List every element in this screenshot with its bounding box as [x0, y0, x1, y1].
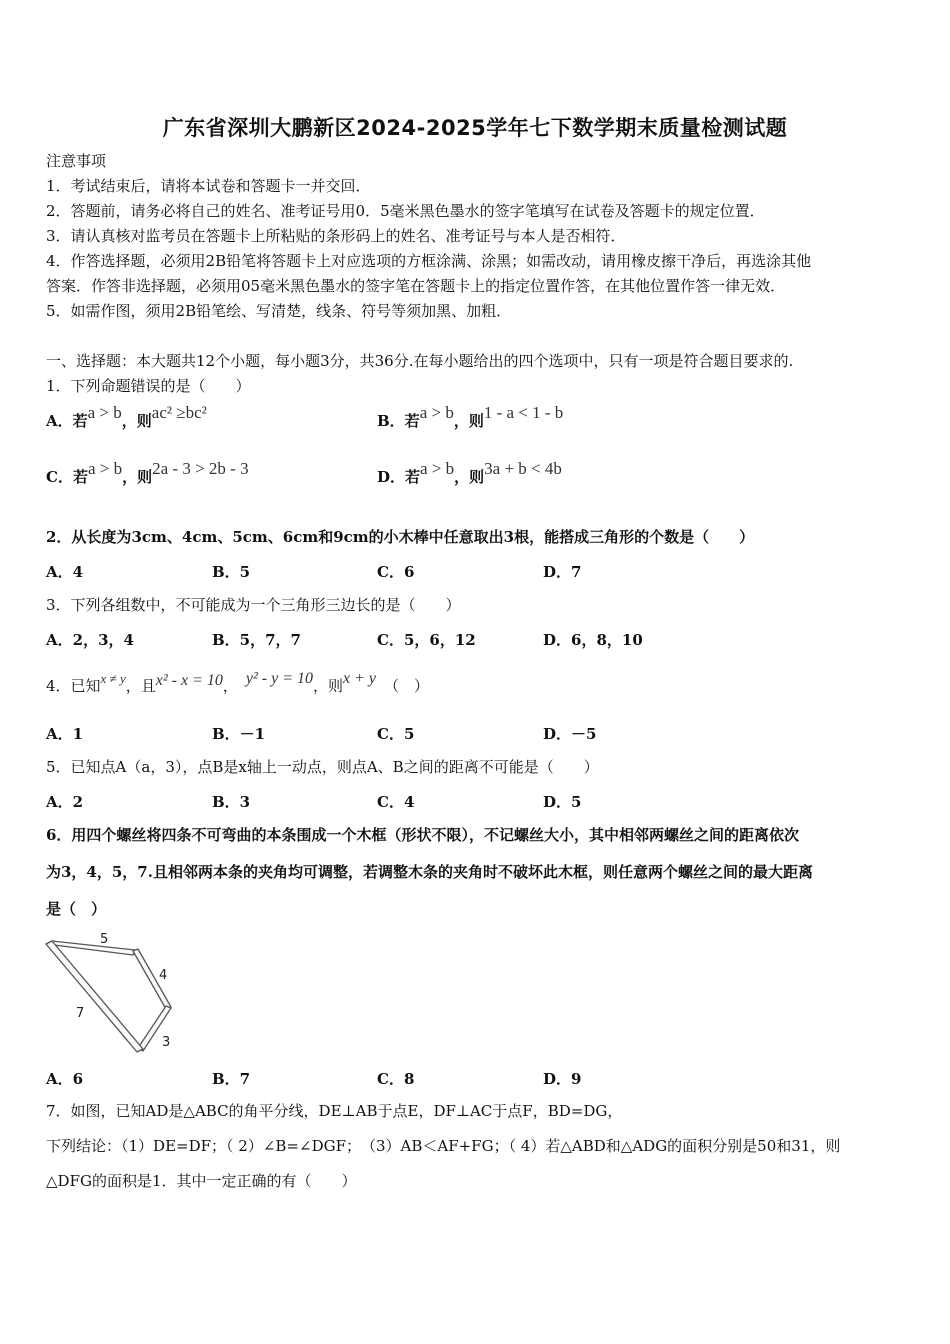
option-text: ，则	[121, 412, 152, 430]
question-6-line-2: 为3，4，5，7.且相邻两本条的夹角均可调整，若调整木条的夹角时不破坏此木框，则任意两个螺丝之间的最大距离	[46, 863, 813, 881]
q2-option-d[interactable]: D．7	[543, 563, 582, 581]
math-condition: a > b	[420, 459, 455, 478]
notice-item: 4．作答选择题，必须用2B铅笔将答题卡上对应选项的方框涂满、涂黑；如需改动，请用橡皮擦干净后，再选涂其他	[46, 252, 812, 270]
math-result: ac² ≥bc²	[151, 403, 207, 422]
notice-item: 5．如需作图，须用2B铅笔绘、写清楚，线条、符号等须加黑、加粗．	[46, 302, 512, 320]
question-6-line-3: 是（ ）	[46, 900, 107, 918]
option-label: C．若	[46, 468, 88, 486]
option-label: D．若	[377, 468, 421, 486]
math-condition: a > b	[87, 459, 123, 478]
question-4-stem	[46, 670, 430, 697]
notice-item: 3．请认真核对监考员在答题卡上所粘贴的条形码上的姓名、准考证号与本人是否相符．	[46, 227, 626, 245]
figure-label-5: 5	[100, 932, 109, 947]
section-heading: 一、选择题：本大题共12个小题，每小题3分，共36分.在每小题给出的四个选项中，只有一项是符合题目要求的.	[46, 352, 794, 370]
q6-option-c[interactable]: C．8	[377, 1070, 415, 1088]
q6-option-a[interactable]: A．6	[46, 1070, 84, 1088]
question-1-stem: 1．下列命题错误的是（ ）	[46, 377, 251, 395]
option-text: ，则	[454, 468, 485, 486]
wooden-frame-figure	[40, 928, 190, 1058]
page-title: 广东省深圳大鹏新区2024-2025学年七下数学期末质量检测试题	[162, 116, 788, 140]
question-2-stem: 2．从长度为3cm、4cm、5cm、6cm和9cm的小木棒中任意取出3根，能搭成三角形的个数是（ ）	[46, 528, 755, 546]
q4-option-a[interactable]: A．1	[46, 725, 84, 743]
q4-option-c[interactable]: C．5	[377, 725, 415, 743]
notice-item: 1．考试结束后，请将本试卷和答题卡一并交回．	[46, 177, 371, 195]
q4-text: ，	[222, 677, 238, 695]
question-3-stem: 3．下列各组数中，不可能成为一个三角形三边长的是（ ）	[46, 596, 461, 614]
math-condition: a > b	[419, 403, 454, 422]
figure-label-3: 3	[162, 1035, 171, 1050]
q6-option-d[interactable]: D．9	[543, 1070, 582, 1088]
q4-text: ，且	[125, 677, 156, 695]
math-equation-2: y² - y = 10	[245, 670, 314, 687]
notice-item: 答案．作答非选择题，必须用05毫米黑色墨水的签字笔在答题卡上的指定位置作答，在其他位置作答一律无效．	[46, 277, 786, 295]
q2-option-b[interactable]: B．5	[212, 563, 251, 581]
q5-option-d[interactable]: D．5	[543, 793, 582, 811]
question-6-line-1: 6．用四个螺丝将四条不可弯曲的本条围成一个木框（形状不限），不记螺丝大小，其中相邻两螺丝之间的距离依次	[46, 826, 799, 844]
question-5-stem: 5．已知点A（a，3），点B是x轴上一动点，则点A、B之间的距离不可能是（ ）	[46, 758, 599, 776]
q4-option-b[interactable]: B．－1	[212, 725, 266, 743]
math-result: 2a - 3 > 2b - 3	[152, 459, 249, 478]
q1-option-d[interactable]	[377, 459, 562, 487]
math-condition: a > b	[87, 403, 122, 422]
figure-label-4: 4	[159, 968, 168, 983]
q4-paren: （ ）	[384, 677, 430, 695]
q5-option-c[interactable]: C．4	[377, 793, 415, 811]
q5-option-a[interactable]: A．2	[46, 793, 84, 811]
figure-label-7: 7	[76, 1006, 85, 1021]
option-label: B．若	[377, 412, 420, 430]
notice-item: 2．答题前，请务必将自己的姓名、准考证号用0．5毫米黑色墨水的签字笔填写在试卷及答题卡的规定位置．	[46, 202, 765, 220]
question-7-line-3: △DFG的面积是1．其中一定正确的有（ ）	[46, 1172, 357, 1190]
q5-option-b[interactable]: B．3	[212, 793, 251, 811]
question-7-line-1: 7．如图，已知AD是△ABC的角平分线，DE⊥AB于点E，DF⊥AC于点F，BD=DG，	[46, 1102, 623, 1120]
q3-option-d[interactable]: D．6，8，10	[543, 631, 643, 649]
notice-heading: 注意事项	[46, 152, 107, 170]
q3-option-a[interactable]: A．2，3，4	[46, 631, 134, 649]
q4-text: ，则	[313, 677, 344, 695]
math-equation-1: x² - x = 10	[155, 672, 223, 689]
q4-prefix: 4．已知	[46, 677, 101, 695]
math-expression: x + y	[343, 670, 377, 687]
q6-option-b[interactable]: B．7	[212, 1070, 251, 1088]
q1-option-c[interactable]	[46, 459, 249, 487]
math-condition: x ≠ y	[100, 671, 126, 686]
option-label: A．若	[46, 412, 88, 430]
math-result: 3a + b < 4b	[484, 459, 562, 478]
q2-option-a[interactable]: A．4	[46, 563, 84, 581]
q2-option-c[interactable]: C．6	[377, 563, 415, 581]
option-text: ，则	[453, 412, 484, 430]
math-result: 1 - a < 1 - b	[483, 403, 564, 422]
q1-option-a[interactable]	[46, 403, 207, 431]
q3-option-b[interactable]: B．5，7，7	[212, 631, 301, 649]
q1-option-b[interactable]	[377, 403, 564, 431]
option-text: ，则	[122, 468, 153, 486]
q4-option-d[interactable]: D．－5	[543, 725, 597, 743]
question-7-line-2: 下列结论：（1）DE=DF；（ 2）∠B=∠DGF； （3）AB＜AF+FG；（ 4）若△ABD和△ADG的面积分别是50和31，则	[46, 1137, 841, 1155]
q3-option-c[interactable]: C．5，6，12	[377, 631, 476, 649]
